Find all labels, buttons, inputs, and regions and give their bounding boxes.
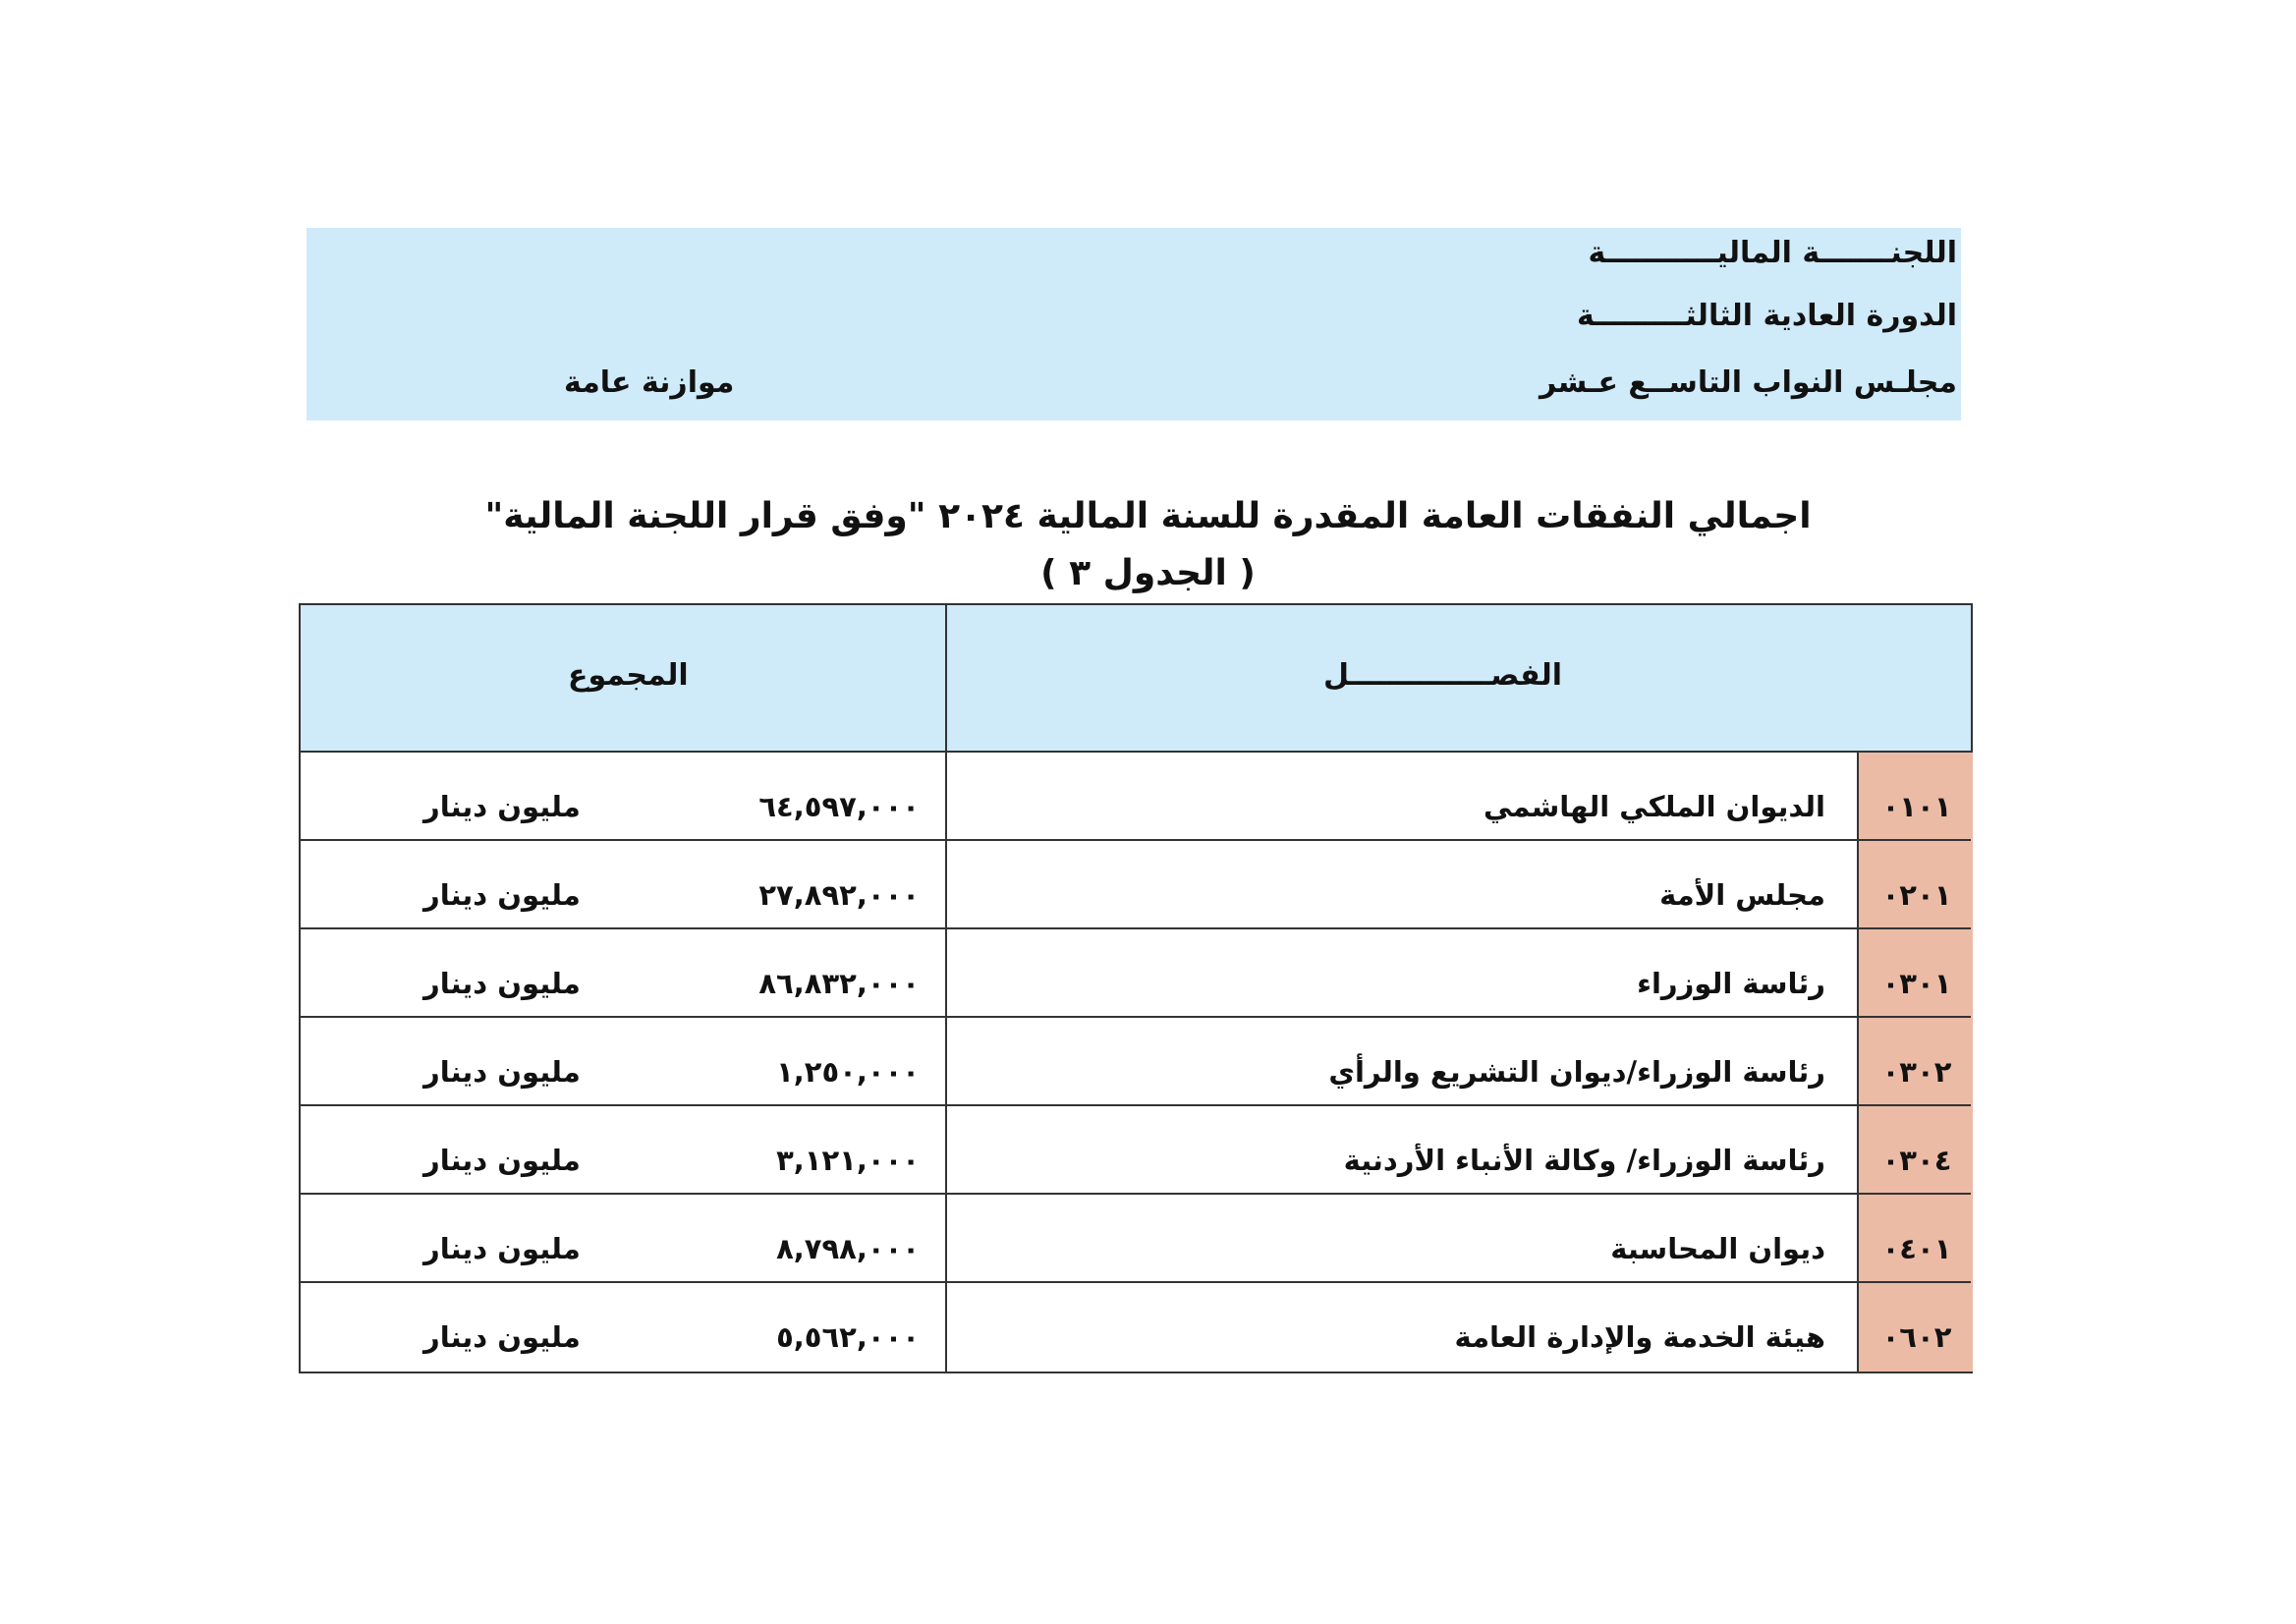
row-unit: مليون دينار	[423, 878, 581, 912]
row-name: رئاسة الوزراء/ديوان التشريع والرأي	[1328, 1055, 1825, 1089]
table-header	[301, 605, 1971, 753]
table-number: ( الجدول ٣ )	[1040, 553, 1256, 593]
table-row	[301, 841, 1971, 929]
row-code: ٠٦٠٢	[1881, 1320, 1952, 1354]
table-row	[301, 1283, 1971, 1372]
table-row	[301, 929, 1971, 1018]
row-unit: مليون دينار	[423, 1144, 581, 1177]
row-code: ٠٢٠١	[1881, 878, 1952, 912]
row-amount: ٨,٧٩٨,٠٠٠	[776, 1232, 920, 1265]
row-code: ٠١٠١	[1881, 790, 1952, 823]
committee-name: اللجنـــــــة الماليـــــــــــة	[1588, 236, 1957, 270]
row-unit: مليون دينار	[423, 1320, 581, 1354]
header-total: المجموع	[568, 658, 689, 693]
row-amount: ١,٢٥٠,٠٠٠	[776, 1055, 920, 1089]
session-name: الدورة العادية الثالثـــــــــة	[1576, 299, 1957, 333]
row-unit: مليون دينار	[423, 1055, 581, 1089]
row-code: ٠٣٠١	[1881, 967, 1952, 1000]
table-row	[301, 753, 1971, 841]
row-name: هيئة الخدمة والإدارة العامة	[1454, 1320, 1825, 1354]
row-amount: ٣,١٢١,٠٠٠	[776, 1144, 920, 1177]
row-amount: ٦٤,٥٩٧,٠٠٠	[758, 790, 920, 823]
row-unit: مليون دينار	[423, 967, 581, 1000]
row-unit: مليون دينار	[423, 790, 581, 823]
header-box	[307, 228, 1961, 420]
row-amount: ٨٦,٨٣٢,٠٠٠	[758, 967, 920, 1000]
row-name: مجلس الأمة	[1659, 878, 1825, 912]
document-title: اجمالي النفقات العامة المقدرة للسنة المالية ٢٠٢٤ "وفق قرار اللجنة المالية"	[484, 496, 1812, 536]
header-chapter: الفصــــــــــــــل	[1322, 658, 1562, 693]
row-name: ديوان المحاسبة	[1610, 1232, 1825, 1265]
expenditure-table	[299, 603, 1973, 1373]
row-amount: ٥,٥٦٢,٠٠٠	[776, 1320, 920, 1354]
row-amount: ٢٧,٨٩٢,٠٠٠	[758, 878, 920, 912]
row-code: ٠٣٠٢	[1881, 1055, 1952, 1089]
parliament-name: مجلـس النواب التاســع عـشر	[1540, 365, 1957, 400]
row-name: رئاسة الوزراء	[1637, 967, 1825, 1000]
table-row	[301, 1106, 1971, 1195]
row-unit: مليون دينار	[423, 1232, 581, 1265]
table-row	[301, 1018, 1971, 1106]
budget-type: موازنة عامة	[564, 365, 735, 400]
row-code: ٠٣٠٤	[1881, 1144, 1952, 1177]
row-name: الديوان الملكي الهاشمي	[1483, 790, 1825, 823]
row-name: رئاسة الوزراء/ وكالة الأنباء الأردنية	[1343, 1144, 1825, 1177]
row-code: ٠٤٠١	[1881, 1232, 1952, 1265]
table-row	[301, 1195, 1971, 1283]
